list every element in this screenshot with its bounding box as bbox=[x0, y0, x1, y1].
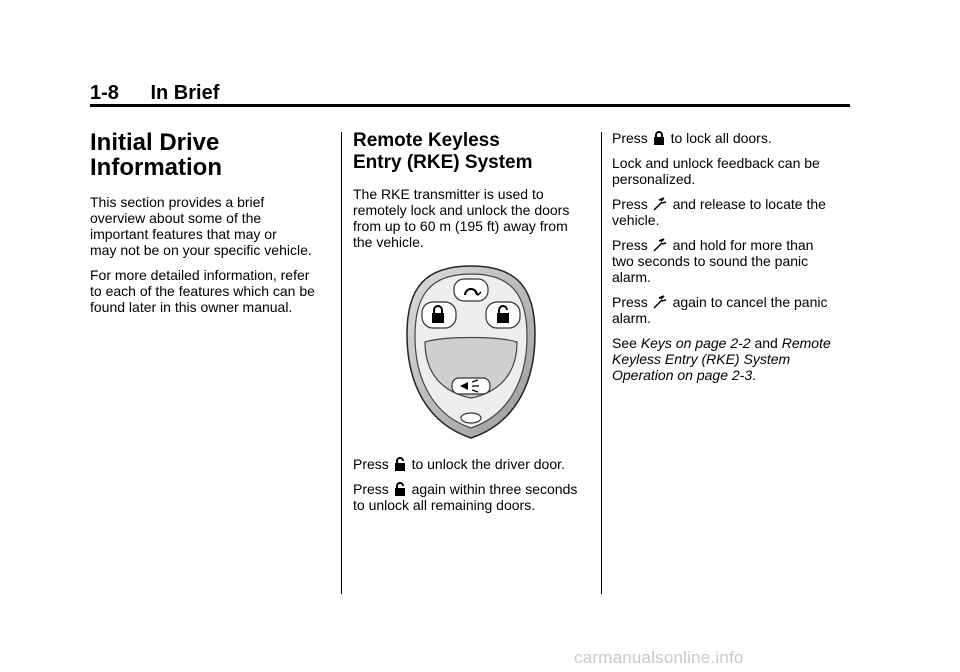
fob-key-ring-hole bbox=[461, 413, 481, 423]
feedback-paragraph bbox=[612, 155, 852, 187]
panic-horn-icon bbox=[653, 197, 667, 211]
header-rule bbox=[90, 104, 850, 107]
instruction-text: again to cancel the panic bbox=[672, 294, 828, 310]
column-rke bbox=[353, 130, 593, 522]
lock-icon bbox=[653, 131, 665, 145]
text-line: alarm. bbox=[612, 310, 651, 326]
rke-reference-link[interactable]: Keyless Entry (RKE) System bbox=[612, 351, 791, 367]
text-line: For more detailed information, refer bbox=[90, 267, 310, 283]
text-line: This section provides a brief bbox=[90, 194, 265, 210]
text-line: the vehicle. bbox=[353, 234, 424, 250]
unlock-driver-paragraph bbox=[353, 456, 593, 472]
press-word: Press bbox=[353, 481, 389, 497]
site-watermark: carmanualsonline.info bbox=[574, 648, 744, 667]
text-line: important features that may or bbox=[90, 226, 277, 242]
intro-paragraph bbox=[90, 194, 330, 258]
text-line: Lock and unlock feedback can be bbox=[612, 155, 820, 171]
heading-line: Information bbox=[90, 154, 222, 181]
heading-rke bbox=[353, 130, 593, 174]
rke-reference-link[interactable]: Remote bbox=[781, 335, 831, 351]
and-word: and bbox=[754, 335, 778, 351]
column-divider-1 bbox=[341, 132, 342, 594]
text-line: from up to 60 m (195 ft) away from bbox=[353, 218, 568, 234]
panic-horn-icon bbox=[653, 238, 667, 252]
panic-horn-icon bbox=[653, 295, 667, 309]
cancel-paragraph bbox=[612, 294, 852, 326]
period: . bbox=[752, 367, 756, 383]
instruction-text: and release to locate the bbox=[672, 196, 826, 212]
text-line: alarm. bbox=[612, 269, 651, 285]
remote-start-icon bbox=[454, 279, 488, 301]
detail-paragraph bbox=[90, 267, 330, 315]
unlock-icon bbox=[394, 482, 406, 496]
column-rke-continued bbox=[612, 130, 852, 392]
press-word: Press bbox=[612, 196, 648, 212]
press-word: Press bbox=[612, 130, 648, 146]
rke-reference-link[interactable]: Operation on page 2-3 bbox=[612, 367, 753, 383]
see-word: See bbox=[612, 335, 637, 351]
unlock-icon bbox=[486, 302, 520, 328]
instruction-text: and hold for more than bbox=[672, 237, 814, 253]
text-line: to unlock all remaining doors. bbox=[353, 497, 536, 513]
section-title: In Brief bbox=[150, 82, 220, 104]
text-line: vehicle. bbox=[612, 212, 660, 228]
text-line: overview about some of the bbox=[90, 210, 262, 226]
text-line: remotely lock and unlock the doors bbox=[353, 202, 570, 218]
see-also-paragraph bbox=[612, 335, 852, 383]
heading-line: Remote Keyless bbox=[353, 130, 500, 151]
keys-reference-link[interactable]: Keys on page 2-2 bbox=[640, 335, 751, 351]
locate-paragraph bbox=[612, 196, 852, 228]
page-header bbox=[90, 82, 219, 105]
text-line: personalized. bbox=[612, 171, 696, 187]
column-divider-2 bbox=[601, 132, 602, 594]
instruction-text: to lock all doors. bbox=[670, 130, 772, 146]
lock-icon bbox=[422, 302, 456, 328]
page-number: 1-8 bbox=[90, 82, 119, 104]
press-word: Press bbox=[612, 237, 648, 253]
key-fob-illustration bbox=[405, 264, 537, 446]
press-word: Press bbox=[612, 294, 648, 310]
text-line: The RKE transmitter is used to bbox=[353, 186, 544, 202]
heading-initial-drive bbox=[90, 130, 330, 180]
text-line: found later in this owner manual. bbox=[90, 299, 293, 315]
panic-horn-icon bbox=[452, 378, 490, 394]
text-line: may not be on your specific vehicle. bbox=[90, 242, 312, 258]
heading-line: Initial Drive bbox=[90, 129, 220, 156]
lock-paragraph bbox=[612, 130, 852, 146]
unlock-all-paragraph bbox=[353, 481, 593, 513]
instruction-text: to unlock the driver door. bbox=[411, 456, 565, 472]
text-line: two seconds to sound the panic bbox=[612, 253, 809, 269]
rke-intro-paragraph bbox=[353, 186, 593, 250]
column-initial-drive bbox=[90, 130, 330, 324]
heading-line: Entry (RKE) System bbox=[353, 152, 533, 173]
panic-paragraph bbox=[612, 237, 852, 285]
instruction-text: again within three seconds bbox=[411, 481, 578, 497]
unlock-icon bbox=[394, 457, 406, 471]
press-word: Press bbox=[353, 456, 389, 472]
text-line: to each of the features which can be bbox=[90, 283, 315, 299]
